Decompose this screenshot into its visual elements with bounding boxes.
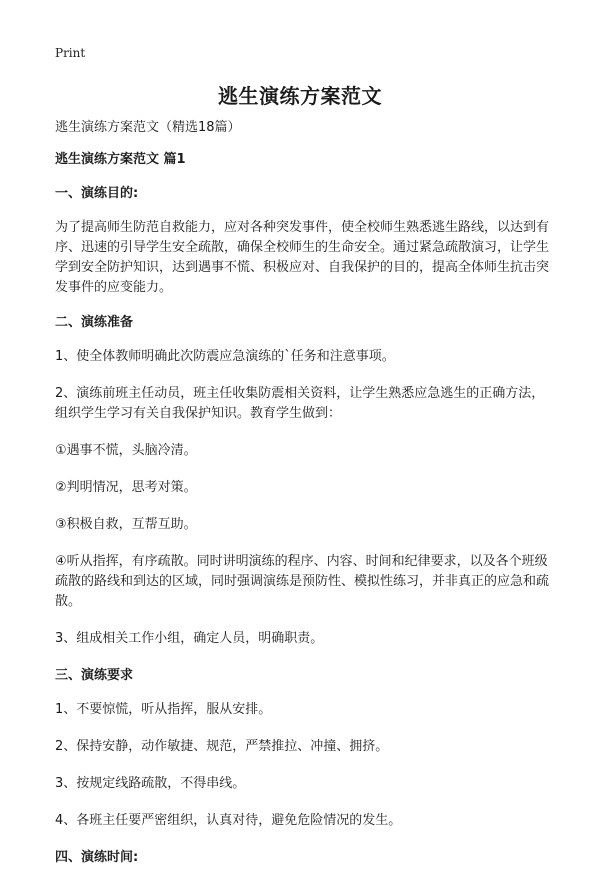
document-title: 逃生演练方案范文 bbox=[218, 84, 382, 108]
list-item: 2、保持安静，动作敏捷、规范，严禁推拉、冲撞、拥挤。 bbox=[55, 739, 389, 754]
section-heading-goal: 一、演练目的: bbox=[55, 186, 139, 201]
print-label: Print bbox=[55, 46, 86, 60]
list-item: 4、各班主任要严密组织，认真对待，避免危险情况的发生。 bbox=[55, 813, 402, 828]
list-item: 2、演练前班主任动员，班主任收集防震相关资料，让学生熟悉应急逃生的正确方法，组织学生学习有关自我保护知识。教育学生做到： bbox=[55, 386, 545, 421]
list-item: 3、组成相关工作小组，确定人员，明确职责。 bbox=[55, 631, 324, 646]
list-item: ④听从指挥，有序疏散。同时讲明演练的程序、内容、时间和纪律要求，以及各个班级疏散的路线和到达的区域，同时强调演练是预防性、模拟性练习，并非真正的应急和疏散。 bbox=[55, 554, 550, 609]
document-body bbox=[55, 118, 551, 882]
section-heading-time: 四、演练时间: bbox=[55, 850, 139, 865]
section-heading-requirements: 三、演练要求 bbox=[55, 668, 134, 683]
list-item: 3、按规定线路疏散，不得串线。 bbox=[55, 776, 246, 791]
list-item: ②判明情况，思考对策。 bbox=[55, 480, 197, 495]
article-heading: 逃生演练方案范文 篇1 bbox=[55, 152, 186, 167]
document-subtitle: 逃生演练方案范文（精选18篇） bbox=[55, 120, 241, 135]
list-item: 1、使全体教师明确此次防震应急演练的`任务和注意事项。 bbox=[55, 349, 395, 364]
section-heading-prep: 二、演练准备 bbox=[55, 315, 134, 330]
list-item: ①遇事不慌，头脑冷清。 bbox=[55, 443, 197, 458]
list-item: 1、不要惊慌，听从指挥，服从安排。 bbox=[55, 702, 272, 717]
list-item: ③积极自救，互帮互助。 bbox=[55, 517, 197, 532]
section-goal-paragraph: 为了提高师生防范自救能力，应对各种突发事件，使全校师生熟悉逃生路线，以达到有序、迅速的引导学生安全疏散，确保全校师生的生命安全。通过紧急疏散演习，让学生学到安全防护知识，达到遇事不慌、积极应对、自我保护的目的，提高全体师生抗击突发事件的应变能力。 bbox=[55, 220, 550, 295]
